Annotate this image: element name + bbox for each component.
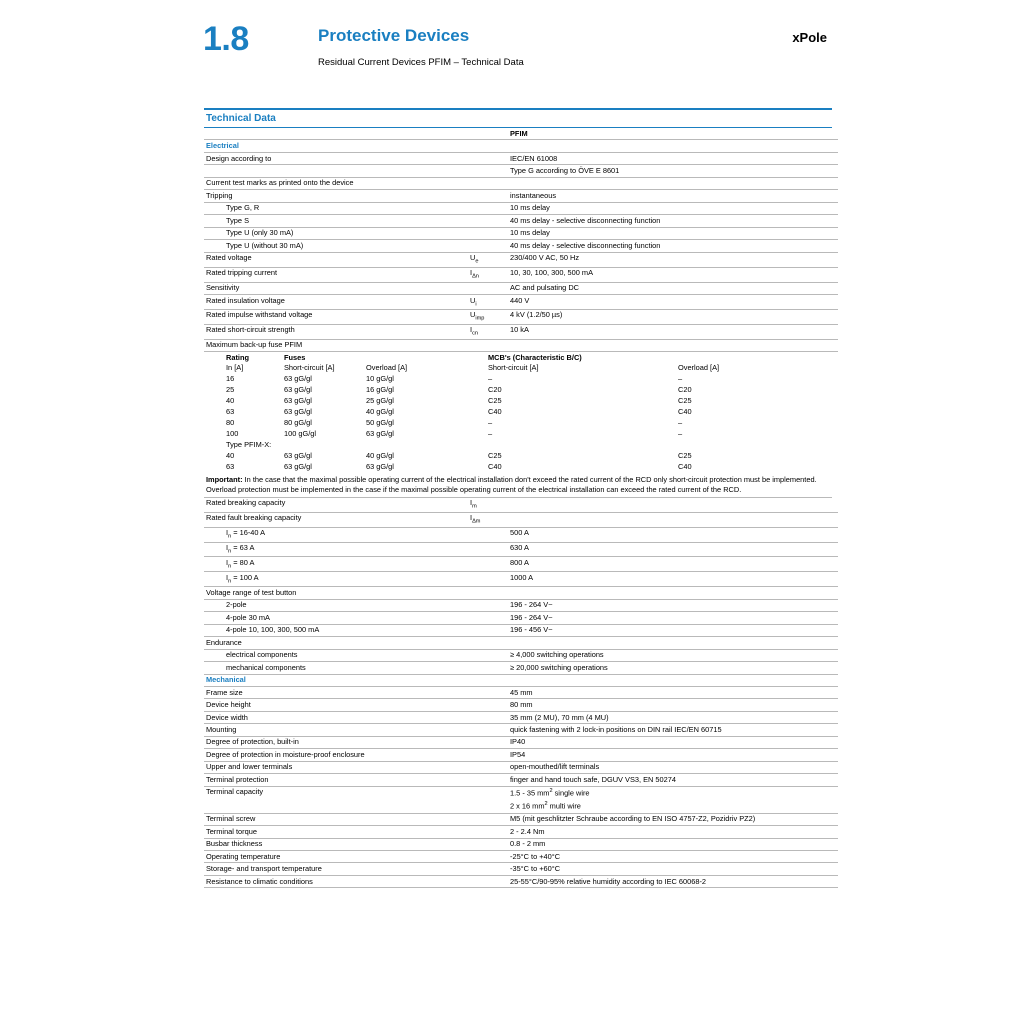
fuse-cell: –	[488, 418, 493, 428]
table-row	[204, 800, 838, 813]
row-value: quick fastening with 2 lock-in positions on DIN rail IEC/EN 60715	[508, 724, 838, 736]
table-row	[204, 624, 838, 636]
row-symbol: $U_i$	[468, 294, 508, 309]
row-label: $I_n = 16-40$ A	[204, 527, 468, 542]
technical-data-block	[204, 108, 832, 888]
row-value: IEC/EN 61008	[508, 153, 838, 165]
row-symbol	[468, 749, 508, 761]
row-symbol: $I_{cn}$	[468, 324, 508, 339]
table-row	[204, 309, 838, 324]
row-symbol: $U_{imp}$	[468, 309, 508, 324]
group-header-mechanical	[204, 675, 838, 687]
fuse-cell: C25	[678, 450, 692, 460]
fuse-cell: In [A]	[226, 363, 244, 373]
group-label-mechanical: Mechanical	[204, 675, 468, 687]
row-value: Type G according to ÖVE E 8601	[508, 165, 838, 177]
table-row	[204, 202, 838, 214]
row-value: 1000 A	[508, 572, 838, 587]
row-value: -25°C to +40°C	[508, 851, 838, 863]
table-row	[204, 749, 838, 761]
row-symbol	[468, 838, 508, 850]
row-symbol	[468, 587, 508, 599]
fuse-cell: –	[488, 374, 493, 384]
technical-data-table-part2	[204, 498, 838, 675]
fuse-cell	[678, 352, 832, 363]
row-value: 10 kA	[508, 324, 838, 339]
technical-data-table-part1	[204, 153, 838, 352]
fuse-table-row	[204, 396, 832, 407]
fuse-cell: 80	[226, 418, 235, 428]
fuse-cell: 63 gG/gl	[366, 461, 394, 471]
row-symbol	[468, 687, 508, 699]
row-symbol	[468, 711, 508, 723]
table-row	[204, 786, 838, 799]
row-symbol	[468, 826, 508, 838]
row-symbol	[468, 875, 508, 887]
row-label: Maximum back-up fuse PFIM	[204, 339, 468, 351]
row-value: instantaneous	[508, 190, 838, 202]
row-symbol	[468, 786, 508, 799]
fuse-cell	[488, 440, 678, 451]
row-value: 40 ms delay - selective disconnecting function	[508, 240, 838, 252]
table-row	[204, 215, 838, 227]
chapter-number: 1.8	[203, 20, 249, 58]
page-header	[0, 0, 1024, 92]
row-value	[508, 637, 838, 649]
row-value: 10 ms delay	[508, 227, 838, 239]
row-label: Rated insulation voltage	[204, 294, 468, 309]
row-label: Busbar thickness	[204, 838, 468, 850]
row-label: Rated breaking capacity	[204, 498, 468, 512]
table-row	[204, 838, 838, 850]
row-symbol	[468, 557, 508, 572]
table-row	[204, 851, 838, 863]
fuse-table-row	[204, 440, 832, 451]
row-value: 80 mm	[508, 699, 838, 711]
table-row	[204, 587, 838, 599]
fuse-cell: 63 gG/gl	[284, 396, 312, 406]
row-symbol	[468, 527, 508, 542]
row-label: Type S	[204, 215, 468, 227]
row-value: 10 ms delay	[508, 202, 838, 214]
row-symbol	[468, 863, 508, 875]
fuse-table-row	[204, 363, 832, 374]
row-symbol: $I_{\Delta n}$	[468, 267, 508, 282]
fuse-cell: –	[678, 418, 683, 428]
table-row	[204, 542, 838, 557]
fuse-cell	[678, 440, 832, 451]
fuse-cell: 25 gG/gl	[366, 396, 394, 406]
row-value: IP54	[508, 749, 838, 761]
row-value	[508, 587, 838, 599]
row-value: 800 A	[508, 557, 838, 572]
fuse-cell: 16	[226, 374, 235, 384]
table-row	[204, 612, 838, 624]
table-row	[204, 724, 838, 736]
table-row	[204, 687, 838, 699]
fuse-cell: 100 gG/gl	[284, 429, 317, 438]
row-value: 2 - 2.4 Nm	[508, 826, 838, 838]
fuse-cell	[284, 440, 366, 451]
row-value	[508, 177, 838, 189]
table-row	[204, 699, 838, 711]
row-label: 4-pole 10, 100, 300, 500 mA	[204, 624, 468, 636]
fuse-cell: –	[678, 374, 683, 384]
table-row	[204, 557, 838, 572]
table-row	[204, 649, 838, 661]
table-row	[204, 324, 838, 339]
group-header-electrical	[204, 140, 838, 152]
row-label: Mounting	[204, 724, 468, 736]
row-value: 1.5 - 35 $mm^2$ single wire	[510, 788, 590, 798]
fuse-cell: 63	[226, 407, 235, 417]
fuse-cell: 16 gG/gl	[366, 385, 394, 395]
fuse-cell: 100	[226, 429, 239, 438]
fuse-table-row	[204, 450, 832, 461]
row-value	[508, 498, 838, 512]
row-symbol	[468, 215, 508, 227]
fuse-cell: C20	[678, 385, 692, 395]
row-label: Current test marks as printed onto the device	[204, 177, 468, 189]
row-label: Endurance	[204, 637, 468, 649]
backup-fuse-table	[204, 352, 832, 472]
row-label: Voltage range of test button	[204, 587, 468, 599]
row-value: AC and pulsating DC	[508, 282, 838, 294]
row-label: Resistance to climatic conditions	[204, 875, 468, 887]
row-label: Rated fault breaking capacity	[204, 512, 468, 527]
fuse-cell: 63 gG/gl	[284, 374, 312, 384]
technical-data-table-mechanical	[204, 675, 838, 687]
row-symbol	[468, 662, 508, 674]
row-symbol	[468, 572, 508, 587]
fuse-cell: C25	[488, 396, 502, 406]
row-label: Frame size	[204, 687, 468, 699]
fuse-cell: C40	[488, 461, 502, 471]
fuse-cell: C40	[488, 407, 502, 417]
row-label: mechanical components	[204, 662, 468, 674]
fuse-cell: 80 gG/gl	[284, 418, 312, 428]
row-label: Terminal protection	[204, 774, 468, 786]
page-subtitle: Residual Current Devices PFIM – Technical Data	[318, 57, 524, 68]
row-value: 630 A	[508, 542, 838, 557]
row-symbol	[468, 624, 508, 636]
row-label: Rated impulse withstand voltage	[204, 309, 468, 324]
fuse-cell: Rating	[226, 352, 249, 362]
row-value: 196 - 264 V~	[508, 599, 838, 611]
row-value: 45 mm	[508, 687, 838, 699]
row-label: 4-pole 30 mA	[204, 612, 468, 624]
row-value: 440 V	[508, 294, 838, 309]
fuse-cell: 63 gG/gl	[284, 450, 312, 460]
fuse-cell: 40 gG/gl	[366, 450, 394, 460]
fuse-cell	[366, 352, 488, 363]
row-label	[204, 800, 468, 813]
group-label-electrical: Electrical	[204, 140, 468, 152]
table-row	[204, 177, 838, 189]
fuse-table-row	[204, 352, 832, 363]
row-label: Type U (only 30 mA)	[204, 227, 468, 239]
row-symbol	[468, 774, 508, 786]
table-row	[204, 711, 838, 723]
row-label: Terminal screw	[204, 813, 468, 825]
row-value: finger and hand touch safe, DGUV VS3, EN 50274	[508, 774, 838, 786]
important-text: In the case that the maximal possible operating current of the electrical installation don't exceed the rated current of the RCD only short-circuit protection must be implemented. Overload protection must be implemented in the case if the maximal possible operating current of the electrical installation can exceed the rated current of the RCD.	[206, 475, 817, 494]
fuse-cell: 63	[226, 461, 235, 471]
row-value: 500 A	[508, 527, 838, 542]
fuse-cell: 63 gG/gl	[284, 461, 312, 471]
table-row	[204, 339, 838, 351]
row-value: 40 ms delay - selective disconnecting function	[508, 215, 838, 227]
row-value: 4 kV (1.2/50 µs)	[508, 309, 838, 324]
table-row	[204, 875, 838, 887]
table-row	[204, 240, 838, 252]
table-row	[204, 774, 838, 786]
row-label: Degree of protection in moisture-proof enclosure	[204, 749, 468, 761]
fuse-cell: 10 gG/gl	[366, 374, 394, 384]
row-value: 196 - 264 V~	[508, 612, 838, 624]
fuse-cell: 40 gG/gl	[366, 407, 394, 417]
fuse-cell: 40	[226, 450, 235, 460]
row-label: Device height	[204, 699, 468, 711]
table-row	[204, 282, 838, 294]
fuse-cell: MCB's (Characteristic B/C)	[488, 352, 582, 362]
fuse-cell: C40	[678, 407, 692, 417]
table-row	[204, 190, 838, 202]
row-label: Design according to	[204, 153, 468, 165]
row-label: Operating temperature	[204, 851, 468, 863]
fuse-cell: Short-circuit [A]	[488, 363, 539, 373]
technical-data-table	[204, 128, 838, 153]
row-label: $I_n = 80$ A	[204, 557, 468, 572]
row-label: Terminal torque	[204, 826, 468, 838]
row-label: Upper and lower terminals	[204, 761, 468, 773]
fuse-cell: 50 gG/gl	[366, 418, 394, 428]
fuse-cell: 40	[226, 396, 235, 406]
row-label: Terminal capacity	[206, 787, 264, 797]
row-symbol	[468, 612, 508, 624]
row-value: ≥ 4,000 switching operations	[508, 649, 838, 661]
row-symbol	[468, 202, 508, 214]
table-row	[204, 294, 838, 309]
row-label: Tripping	[204, 190, 468, 202]
row-label: Device width	[204, 711, 468, 723]
row-label: Storage- and transport temperature	[204, 863, 468, 875]
row-value: 230/400 V AC, 50 Hz	[508, 252, 838, 267]
fuse-cell: 25	[226, 385, 235, 395]
row-symbol	[468, 761, 508, 773]
row-symbol	[468, 165, 508, 177]
fuse-table-row	[204, 407, 832, 418]
column-header-pfim: PFIM	[508, 128, 838, 140]
row-symbol	[468, 177, 508, 189]
row-symbol	[468, 542, 508, 557]
table-row	[204, 637, 838, 649]
row-symbol	[468, 813, 508, 825]
fuse-cell: Type PFIM-X:	[226, 439, 272, 449]
brand-logo: xPole	[792, 30, 827, 45]
table-row	[204, 662, 838, 674]
row-symbol	[468, 649, 508, 661]
fuse-cell: –	[488, 429, 493, 438]
fuse-cell	[366, 440, 488, 451]
row-label: Rated voltage	[204, 252, 468, 267]
row-label: electrical components	[204, 649, 468, 661]
row-value	[508, 512, 838, 527]
table-row	[204, 527, 838, 542]
fuse-cell: C20	[488, 385, 502, 395]
row-symbol	[468, 599, 508, 611]
table-row	[204, 165, 838, 177]
row-symbol	[468, 736, 508, 748]
row-value: 196 - 456 V~	[508, 624, 838, 636]
important-label: Important:	[206, 475, 243, 485]
table-row	[204, 227, 838, 239]
fuse-cell: Overload [A]	[678, 363, 720, 373]
page-title: Protective Devices	[318, 26, 470, 45]
technical-data-table-part3	[204, 687, 838, 888]
row-label: Rated short-circuit strength	[204, 324, 468, 339]
table-row	[204, 572, 838, 587]
table-row	[204, 267, 838, 282]
row-value: 25-55°C/90-95% relative humidity according to IEC 60068-2	[508, 875, 838, 887]
table-row	[204, 498, 838, 512]
fuse-cell: 63 gG/gl	[284, 407, 312, 417]
row-symbol	[468, 282, 508, 294]
fuse-cell: Overload [A]	[366, 363, 408, 373]
row-value: 35 mm (2 MU), 70 mm (4 MU)	[508, 711, 838, 723]
row-value: open-mouthed/lift terminals	[508, 761, 838, 773]
row-value: 2 x 16 $mm^2$ multi wire	[508, 800, 838, 813]
row-value	[508, 339, 838, 351]
fuse-table-row	[204, 461, 832, 472]
row-label: 2-pole	[204, 599, 468, 611]
row-symbol: $U_e$	[468, 252, 508, 267]
row-symbol: $I_m$	[468, 498, 508, 512]
row-label: $I_n = 100$ A	[204, 572, 468, 587]
fuse-table-row	[204, 385, 832, 396]
row-label: Type G, R	[204, 202, 468, 214]
table-row-column-header	[204, 128, 838, 140]
fuse-cell: Short-circuit [A]	[284, 363, 335, 373]
row-label: $I_n = 63$ A	[204, 542, 468, 557]
row-symbol	[468, 724, 508, 736]
table-row	[204, 813, 838, 825]
row-value: 10, 30, 100, 300, 500 mA	[508, 267, 838, 282]
fuse-table-row	[204, 374, 832, 385]
section-title: Technical Data	[204, 110, 832, 128]
table-row	[204, 599, 838, 611]
table-row	[204, 736, 838, 748]
row-value: -35°C to +60°C	[508, 863, 838, 875]
row-symbol	[468, 851, 508, 863]
fuse-table-row	[204, 418, 832, 429]
row-symbol	[468, 227, 508, 239]
table-row	[204, 252, 838, 267]
fuse-cell: 63 gG/gl	[284, 385, 312, 395]
fuse-table-row	[204, 429, 832, 440]
row-label: Sensitivity	[204, 282, 468, 294]
row-value: IP40	[508, 736, 838, 748]
row-label: Rated tripping current	[204, 267, 468, 282]
row-label	[204, 165, 468, 177]
row-symbol	[468, 153, 508, 165]
row-label: Degree of protection, built-in	[204, 736, 468, 748]
row-symbol	[468, 190, 508, 202]
table-row	[204, 512, 838, 527]
fuse-cell: C25	[678, 396, 692, 406]
row-symbol: $I_{\Delta m}$	[468, 512, 508, 527]
row-label: Type U (without 30 mA)	[204, 240, 468, 252]
row-value: ≥ 20,000 switching operations	[508, 662, 838, 674]
table-row	[204, 761, 838, 773]
row-symbol	[468, 240, 508, 252]
row-symbol	[468, 800, 508, 813]
row-value: 0.8 - 2 mm	[508, 838, 838, 850]
important-note	[204, 472, 832, 498]
table-row	[204, 153, 838, 165]
row-symbol	[468, 339, 508, 351]
table-row	[204, 863, 838, 875]
fuse-cell: C25	[488, 450, 502, 460]
row-symbol	[468, 699, 508, 711]
fuse-cell: –	[678, 429, 683, 438]
fuse-cell: Fuses	[284, 352, 306, 362]
row-symbol	[468, 637, 508, 649]
row-value: M5 (mit geschlitzter Schraube according to EN ISO 4757-Z2, Pozidriv PZ2)	[508, 813, 838, 825]
fuse-cell: 63 gG/gl	[366, 429, 394, 438]
table-row	[204, 826, 838, 838]
fuse-cell: C40	[678, 461, 692, 471]
